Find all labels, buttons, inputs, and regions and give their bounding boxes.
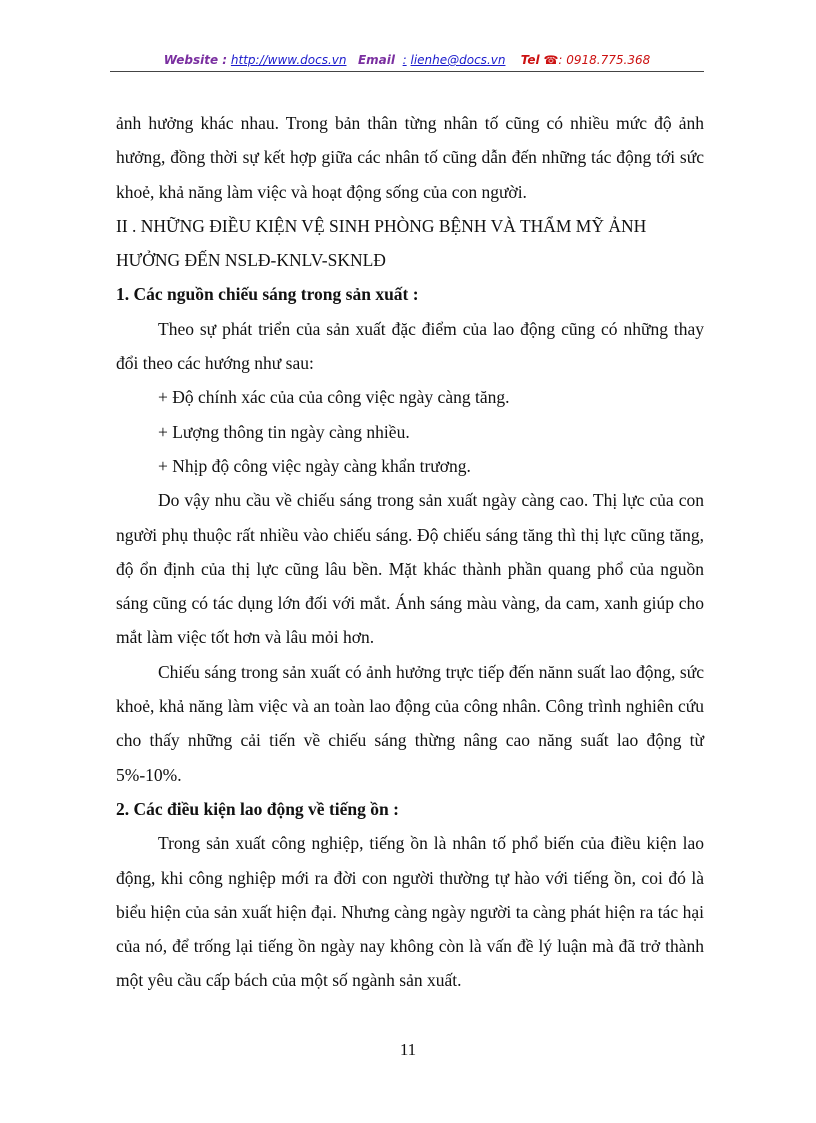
bullet-item: + Nhịp độ công việc ngày càng khẩn trương. [158,455,471,476]
page-content [116,106,704,998]
section-heading: II . NHỮNG ĐIỀU KIỆN VỆ SINH PHÒNG BỆNH VÀ THẨM MỸ ẢNH HƯỞNG ĐẾN NSLĐ-KNLV-SKNLĐ [116,215,647,271]
intro-paragraph: ảnh hưởng khác nhau. Trong bản thân từng nhân tố cũng có nhiều mức độ ảnh hưởng, đồng thời sự kết hợp giữa các nhân tố cũng dẫn đến những tác động tới sức khoẻ, khả năng làm việc và hoạt động sống của con người. [116,113,704,202]
tel-value: : 0918.775.368 [558,53,651,67]
page-number: 11 [399,1040,417,1059]
paragraph-lighting-effects: Chiếu sáng trong sản xuất có ảnh hưởng trực tiếp đến nănn suất lao động, sức khoẻ, khả năng làm việc và an toàn lao động của công nhân. Công trình nghiên cứu cho thấy những cải tiến về chiếu sáng thừng nâng cao năng suất lao động từ 5%-10%. [116,661,704,785]
email-link[interactable]: lienhe@docs.vn [410,53,506,67]
heading-noise: 2. Các điều kiện lao động về tiếng ồn : [116,798,399,819]
email-label: Email [357,53,395,67]
website-label: Website : [163,53,228,67]
header-divider [110,71,704,72]
bullet-item: + Lượng thông tin ngày càng nhiều. [158,421,410,442]
paragraph-lighting-needs: Do vậy nhu cầu về chiếu sáng trong sản xuất ngày càng cao. Thị lực của con người phụ thuộc rất nhiều vào chiếu sáng. Độ chiếu sáng tăng thì thị lực cũng tăng, độ ổn định của thị lực cũng lâu bền. Mặt khác thành phần quang phổ của nguồn sáng cũng có tác dụng lớn đối với mắt. Ánh sáng màu vàng, da cam, xanh giúp cho mắt làm việc tốt hơn và lâu mỏi hơn. [116,490,704,648]
paragraph-lighting-intro: Theo sự phát triển của sản xuất đặc điểm của lao động cũng có những thay đổi theo các hướng như sau: [116,318,704,374]
heading-lighting: 1. Các nguồn chiếu sáng trong sản xuất : [116,284,419,305]
bullet-item: + Độ chính xác của của công việc ngày càng tăng. [158,387,510,408]
page-header [110,50,704,70]
tel-label: Tel [520,53,540,67]
website-link[interactable]: http://www.docs.vn [230,53,347,67]
telephone-icon: ☎ [543,53,559,67]
paragraph-noise: Trong sản xuất công nghiệp, tiếng ồn là nhân tố phổ biến của điều kiện lao động, khi công nghiệp mới ra đời con người thường tự hào với tiếng ồn, coi đó là biểu hiện của sản xuất hiện đại. Nhưng càng ngày người ta càng phát hiện ra tác hại của nó, để trống lại tiếng ồn ngày nay không còn là vấn đề lý luận mà đã trở thành một yêu cầu cấp bách của một số ngành sản xuất. [116,833,704,991]
email-separator: : [402,53,407,67]
